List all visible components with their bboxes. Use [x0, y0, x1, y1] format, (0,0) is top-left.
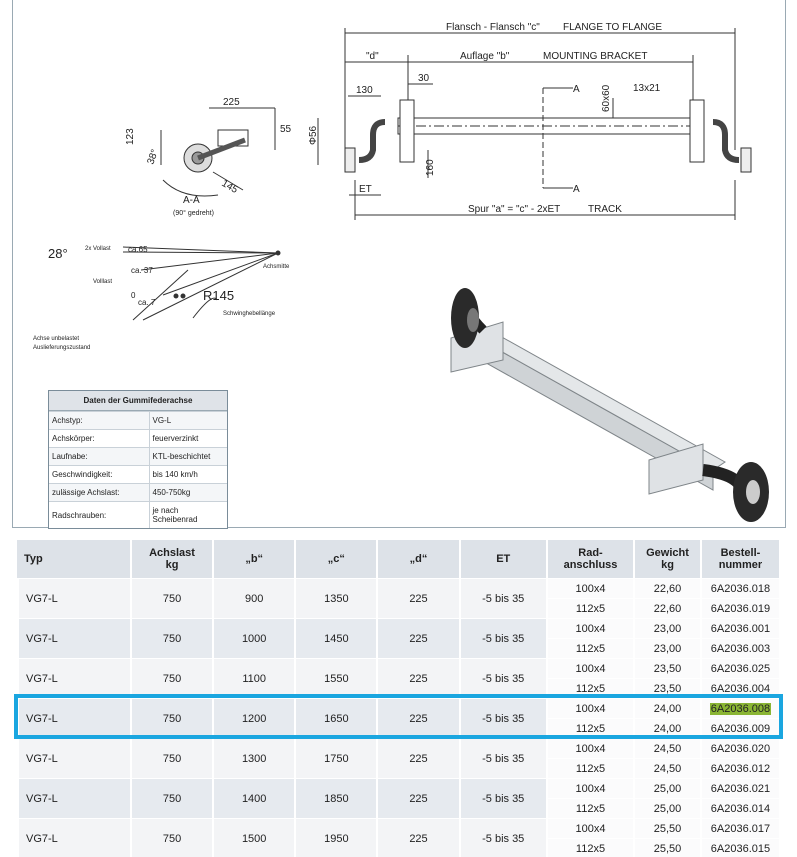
label-dim-55: 55 [280, 124, 292, 135]
label-d: "d" [366, 51, 379, 62]
cell-achslast: 750 [130, 778, 212, 818]
label-bracket-en: MOUNTING BRACKET [543, 51, 648, 62]
cell-et: -5 bis 35 [459, 778, 546, 818]
cell-c: 1850 [294, 778, 376, 818]
axle-data-value: KTL-beschichtet [149, 448, 227, 466]
label-bracket: Auflage "b" [460, 51, 510, 62]
cell-rad: 112x5 [546, 838, 633, 857]
cell-achslast: 750 [130, 578, 212, 618]
header-gewicht: Gewicht kg [633, 540, 700, 578]
label-ca37: ca. 37 [131, 266, 153, 275]
label-track-en: TRACK [588, 204, 622, 215]
cell-rad: 100x4 [546, 658, 633, 678]
axle-data-row [49, 448, 227, 466]
cell-typ: VG7-L [17, 618, 130, 658]
table-row [17, 738, 779, 758]
header-et: ET [459, 540, 546, 578]
label-schwinghebel: Schwinghebellänge [223, 311, 276, 317]
axle-data-key: Laufnabe: [49, 448, 149, 466]
axle-data-value: je nach Scheibenrad [149, 502, 227, 529]
label-vollast-2x: 2x Vollast [85, 246, 111, 252]
label-achsmitte: Achsmitte [263, 264, 290, 270]
axle-data-key: Achskörper: [49, 430, 149, 448]
table-row [17, 578, 779, 598]
cell-gewicht: 23,50 [633, 658, 700, 678]
axle-data-value: bis 140 km/h [149, 466, 227, 484]
cell-c: 1650 [294, 698, 376, 738]
cell-gewicht: 25,00 [633, 778, 700, 798]
label-dim-56: Φ56 [308, 125, 319, 145]
cell-rad: 112x5 [546, 598, 633, 618]
cell-c: 1350 [294, 578, 376, 618]
cell-et: -5 bis 35 [459, 578, 546, 618]
cell-d: 225 [376, 698, 458, 738]
label-angle-28: 28° [48, 246, 68, 261]
axle-data-title: Daten der Gummifederachse [49, 391, 227, 411]
cell-b: 1200 [212, 698, 294, 738]
cell-gewicht: 25,50 [633, 818, 700, 838]
axle-illustration [451, 288, 769, 522]
cell-d: 225 [376, 618, 458, 658]
cell-typ: VG7-L [17, 778, 130, 818]
cell-gewicht: 24,00 [633, 718, 700, 738]
axle-data-value: feuerverzinkt [149, 430, 227, 448]
table-row [17, 778, 779, 798]
label-r145: R145 [203, 288, 235, 303]
header-bestellnummer: Bestell- nummer [700, 540, 779, 578]
header-achslast: Achslast kg [130, 540, 212, 578]
cell-bestellnummer: 6A2036.025 [700, 658, 779, 678]
axle-data-row [49, 430, 227, 448]
cell-typ: VG7-L [17, 578, 130, 618]
cell-gewicht: 25,00 [633, 798, 700, 818]
label-track: Spur "a" = "c" - 2xET [468, 204, 561, 215]
cell-c: 1550 [294, 658, 376, 698]
highlighted-order-number: 6A2036.008 [710, 702, 771, 715]
cell-rad: 112x5 [546, 758, 633, 778]
cell-rad: 112x5 [546, 798, 633, 818]
cell-typ: VG7-L [17, 698, 130, 738]
cell-rad: 100x4 [546, 698, 633, 718]
label-dim-145: 145 [219, 178, 240, 196]
cell-bestellnummer: 6A2036.019 [700, 598, 779, 618]
cell-gewicht: 24,50 [633, 738, 700, 758]
cell-gewicht: 22,60 [633, 578, 700, 598]
axle-data-value: 450-750kg [149, 484, 227, 502]
cell-bestellnummer: 6A2036.018 [700, 578, 779, 598]
cell-gewicht: 25,50 [633, 838, 700, 857]
cell-rad: 100x4 [546, 778, 633, 798]
cell-et: -5 bis 35 [459, 618, 546, 658]
label-vollast: Volllast [93, 279, 113, 285]
cell-b: 1400 [212, 778, 294, 818]
header-b: „b“ [212, 540, 294, 578]
label-section-aa: A-A [183, 195, 200, 206]
cell-bestellnummer: 6A2036.004 [700, 678, 779, 698]
cell-bestellnummer: 6A2036.020 [700, 738, 779, 758]
axle-spec-table [17, 540, 779, 857]
cell-gewicht: 23,50 [633, 678, 700, 698]
cell-typ: VG7-L [17, 658, 130, 698]
cell-b: 1100 [212, 658, 294, 698]
axle-data-row [49, 502, 227, 529]
axle-data-row [49, 412, 227, 430]
cell-achslast: 750 [130, 618, 212, 658]
cell-rad: 100x4 [546, 578, 633, 598]
axle-data-box [48, 390, 228, 529]
cell-rad: 112x5 [546, 678, 633, 698]
cell-typ: VG7-L [17, 738, 130, 778]
cell-achslast: 750 [130, 698, 212, 738]
label-flange: Flansch - Flansch "c" [446, 22, 540, 33]
cell-d: 225 [376, 658, 458, 698]
label-auslieferung: Auslieferungszustand [33, 345, 91, 351]
header-typ: Typ [17, 540, 130, 578]
cell-et: -5 bis 35 [459, 818, 546, 857]
cell-b: 900 [212, 578, 294, 618]
table-row [17, 818, 779, 838]
cell-achslast: 750 [130, 818, 212, 857]
cell-bestellnummer: 6A2036.001 [700, 618, 779, 638]
cell-bestellnummer: 6A2036.017 [700, 818, 779, 838]
table-row [17, 698, 779, 718]
cell-rad: 100x4 [546, 818, 633, 838]
cell-achslast: 750 [130, 658, 212, 698]
label-et: ET [359, 184, 372, 195]
cell-d: 225 [376, 818, 458, 857]
cell-rad: 100x4 [546, 738, 633, 758]
label-dim-130: 130 [356, 85, 373, 96]
label-ca65: ca.65 [128, 245, 148, 254]
cell-rad: 100x4 [546, 618, 633, 638]
label-zero: 0 [131, 291, 136, 300]
cell-gewicht: 23,00 [633, 638, 700, 658]
cell-b: 1500 [212, 818, 294, 857]
cell-d: 225 [376, 738, 458, 778]
label-dim-30: 30 [418, 73, 430, 84]
label-flange-en: FLANGE TO FLANGE [563, 22, 663, 33]
axle-data-row [49, 484, 227, 502]
cell-et: -5 bis 35 [459, 698, 546, 738]
cell-bestellnummer [700, 698, 779, 718]
cell-rad: 112x5 [546, 718, 633, 738]
label-dim-123: 123 [125, 128, 136, 145]
label-dim-60x60: 60x60 [601, 84, 612, 112]
label-section-a-bottom: A [573, 184, 580, 195]
cell-c: 1450 [294, 618, 376, 658]
header-c: „c“ [294, 540, 376, 578]
drawing-panel [12, 0, 786, 528]
table-row [17, 618, 779, 638]
header-rad: Rad- anschluss [546, 540, 633, 578]
label-dim-160: 160 [425, 159, 436, 176]
cell-c: 1950 [294, 818, 376, 857]
axle-data-key: Achstyp: [49, 412, 149, 430]
cell-typ: VG7-L [17, 818, 130, 857]
cell-gewicht: 24,00 [633, 698, 700, 718]
label-achse-unbelastet: Achse unbelastet [33, 336, 80, 342]
cell-achslast: 750 [130, 738, 212, 778]
label-section-a-top: A [573, 84, 580, 95]
label-section-aa-note: (90° gedreht) [173, 210, 214, 217]
cell-bestellnummer: 6A2036.021 [700, 778, 779, 798]
cell-et: -5 bis 35 [459, 738, 546, 778]
cell-b: 1000 [212, 618, 294, 658]
axle-data-key: Geschwindigkeit: [49, 466, 149, 484]
cell-b: 1300 [212, 738, 294, 778]
label-dim-225: 225 [223, 97, 240, 108]
axle-data-row [49, 466, 227, 484]
cell-d: 225 [376, 578, 458, 618]
cell-gewicht: 24,50 [633, 758, 700, 778]
table-row [17, 658, 779, 678]
cell-bestellnummer: 6A2036.009 [700, 718, 779, 738]
cell-gewicht: 22,60 [633, 598, 700, 618]
table-header-row [17, 540, 779, 578]
axle-data-value: VG-L [149, 412, 227, 430]
header-d: „d“ [376, 540, 458, 578]
cell-bestellnummer: 6A2036.012 [700, 758, 779, 778]
label-dim-38: 38° [145, 148, 161, 167]
axle-data-table [49, 411, 227, 528]
cell-bestellnummer: 6A2036.014 [700, 798, 779, 818]
label-ca7: ca. 7 [138, 298, 156, 307]
label-dim-13x21: 13x21 [633, 83, 661, 94]
cell-et: -5 bis 35 [459, 658, 546, 698]
cell-bestellnummer: 6A2036.003 [700, 638, 779, 658]
cell-rad: 112x5 [546, 638, 633, 658]
cell-d: 225 [376, 778, 458, 818]
cell-gewicht: 23,00 [633, 618, 700, 638]
cell-bestellnummer: 6A2036.015 [700, 838, 779, 857]
axle-data-key: zulässige Achslast: [49, 484, 149, 502]
cell-c: 1750 [294, 738, 376, 778]
axle-data-key: Radschrauben: [49, 502, 149, 529]
